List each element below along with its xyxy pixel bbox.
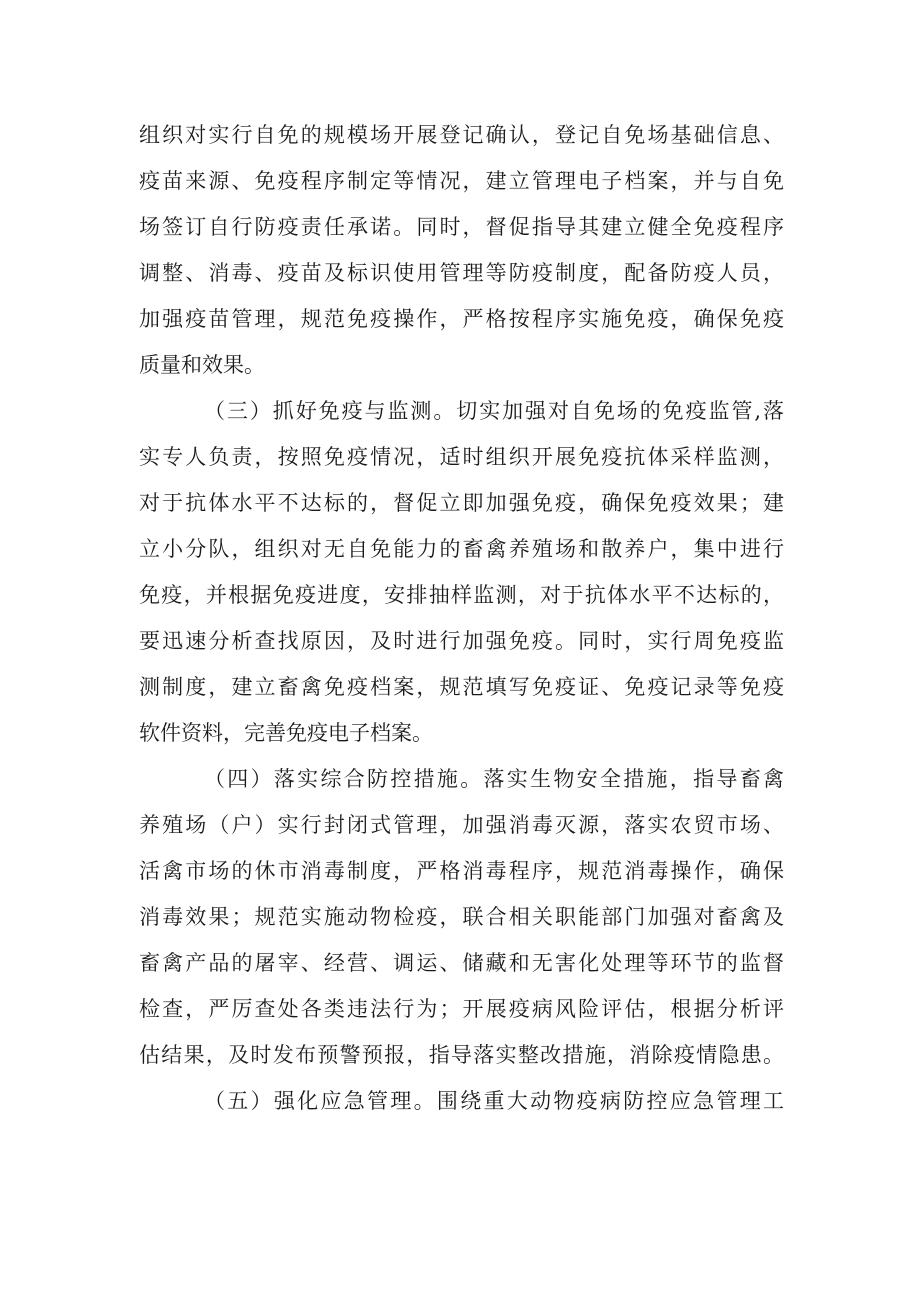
text-line: 活禽市场的休市消毒制度，严格消毒程序，规范消毒操作，确保 (139, 859, 784, 883)
text-line: 对于抗体水平不达标的，督促立即加强免疫，确保免疫效果；建 (139, 491, 784, 515)
paragraph-comprehensive-control (139, 756, 784, 1078)
document-body (139, 112, 784, 1124)
text-line: 加强疫苗管理，规范免疫操作，严格按程序实施免疫，确保免疫 (139, 307, 784, 331)
text-line: （五）强化应急管理。围绕重大动物疫病防控应急管理工 (204, 1089, 784, 1113)
text-line: 估结果，及时发布预警预报，指导落实整改措施，消除疫情隐患。 (139, 1043, 784, 1067)
text-line: 养殖场（户）实行封闭式管理，加强消毒灭源，落实农贸市场、 (139, 813, 784, 837)
text-line: 畜禽产品的屠宰、经营、调运、储藏和无害化处理等环节的监督 (139, 951, 784, 975)
text-line: （四）落实综合防控措施。落实生物安全措施，指导畜禽 (204, 767, 784, 791)
paragraph-farm-registration (139, 112, 784, 388)
text-line: 要迅速分析查找原因，及时进行加强免疫。同时，实行周免疫监 (139, 629, 784, 653)
text-line: 调整、消毒、疫苗及标识使用管理等防疫制度，配备防疫人员， (139, 261, 784, 285)
text-line: 场签订自行防疫责任承诺。同时，督促指导其建立健全免疫程序 (139, 215, 784, 239)
text-line: 疫苗来源、免疫程序制定等情况，建立管理电子档案，并与自免 (139, 169, 784, 193)
text-line: 组织对实行自免的规模场开展登记确认，登记自免场基础信息、 (139, 123, 784, 147)
text-line: 检查，严厉查处各类违法行为；开展疫病风险评估，根据分析评 (139, 997, 784, 1021)
text-line: 测制度，建立畜禽免疫档案，规范填写免疫证、免疫记录等免疫 (139, 675, 784, 699)
text-line: 立小分队，组织对无自免能力的畜禽养殖场和散养户，集中进行 (139, 537, 784, 561)
text-line: 质量和效果。 (139, 353, 265, 377)
text-line: 免疫，并根据免疫进度，安排抽样监测，对于抗体水平不达标的， (139, 583, 784, 607)
text-line: 软件资料，完善免疫电子档案。 (139, 721, 433, 745)
paragraph-emergency-management (139, 1078, 784, 1124)
text-line: 消毒效果；规范实施动物检疫，联合相关职能部门加强对畜禽及 (139, 905, 784, 929)
text-line: 实专人负责，按照免疫情况，适时组织开展免疫抗体采样监测， (139, 445, 784, 469)
text-line: （三）抓好免疫与监测。切实加强对自免场的免疫监管,落 (204, 399, 784, 423)
paragraph-immunization-monitoring (139, 388, 784, 756)
